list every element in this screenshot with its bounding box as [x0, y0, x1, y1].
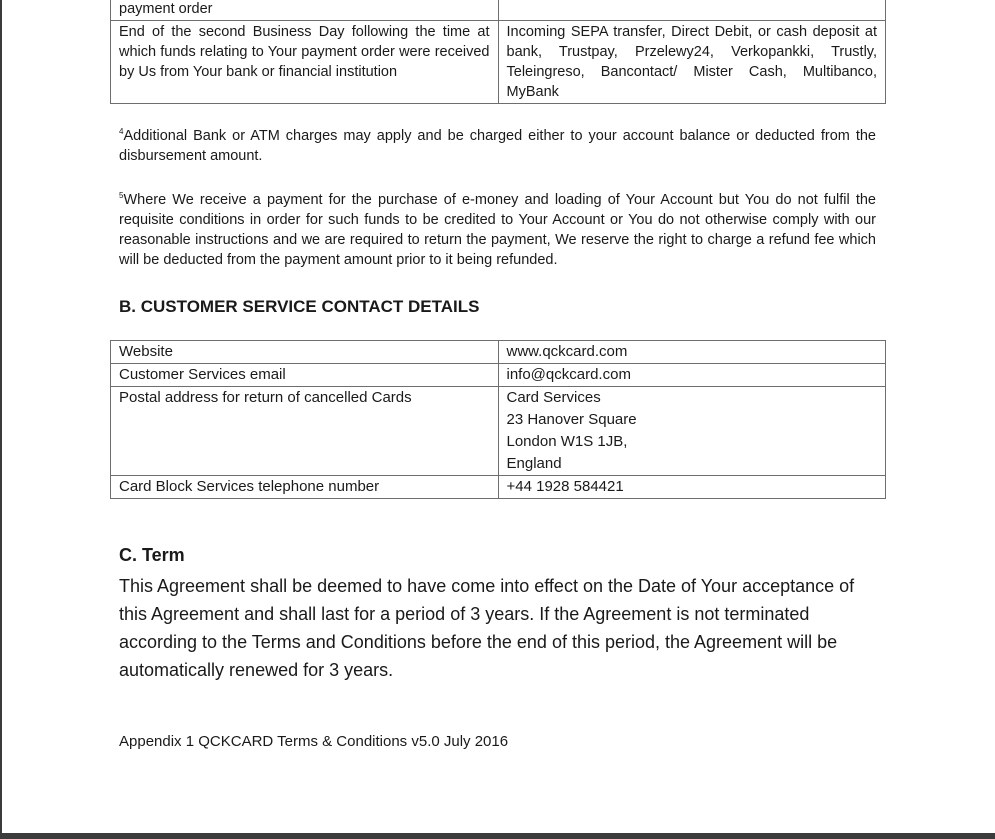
footnote-5 [119, 190, 876, 270]
payment-timing-table [110, 0, 886, 104]
postal-address [498, 387, 886, 476]
footnote-marker: 4 [119, 127, 124, 136]
table-row [111, 364, 886, 387]
email-link[interactable]: info@qckcard.com [498, 364, 886, 387]
contact-details-table [110, 340, 886, 499]
website-link[interactable]: www.qckcard.com [498, 341, 886, 364]
footnote-marker: 5 [119, 191, 124, 200]
section-b-heading: B. CUSTOMER SERVICE CONTACT DETAILS [119, 297, 480, 316]
address-line: 23 Hanover Square [506, 411, 637, 428]
footnote-text: Additional Bank or ATM charges may apply and be charged either to your account balance or deducted from the disbursement amount. [119, 128, 876, 164]
table-row [111, 387, 886, 476]
table-cell [498, 0, 886, 21]
document-footer: Appendix 1 QCKCARD Terms & Conditions v5.0 July 2016 [119, 733, 509, 750]
table-cell-label: Customer Services email [111, 364, 499, 387]
table-row [111, 341, 886, 364]
table-cell: Incoming SEPA transfer, Direct Debit, or cash deposit at bank, Trustpay, Przelewy24, Verkopankki, Trustly, Teleingreso, Bancontact/ Mister Cash, Multibanco, MyBank [498, 21, 886, 104]
table-cell: End of the second Business Day following the time at which funds relating to Your payment order were received by Us from Your bank or financial institution [111, 21, 499, 104]
address-line: London W1S 1JB, [506, 433, 628, 450]
section-c-heading: C. Term [119, 545, 185, 565]
table-cell-label: Card Block Services telephone number [111, 476, 499, 499]
table-cell-label: Website [111, 341, 499, 364]
table-row [111, 21, 886, 104]
document-page [2, 0, 995, 833]
address-line: England [506, 455, 562, 472]
phone-number: +44 1928 584421 [498, 476, 886, 499]
table-row [111, 0, 886, 21]
table-cell: payment order [111, 0, 499, 21]
table-row [111, 476, 886, 499]
address-line: Card Services [506, 389, 601, 406]
footnote-4 [119, 126, 876, 166]
term-paragraph: This Agreement shall be deemed to have come into effect on the Date of Your acceptance of this Agreement and shall last for a period of 3 years. If the Agreement is not terminated according to the Terms and Conditions before the end of this period, the Agreement will be automatically renewed for 3 years. [119, 576, 855, 680]
footnote-text: Where We receive a payment for the purchase of e-money and loading of Your Account but You do not fulfil the requisite conditions in order for such funds to be credited to Your Account or You do not otherwise comply with our reasonable instructions and we are required to return the payment, We reserve the right to charge a refund fee which will be deducted from the payment amount prior to it being refunded. [119, 192, 876, 268]
table-cell-label: Postal address for return of cancelled Cards [111, 387, 499, 476]
